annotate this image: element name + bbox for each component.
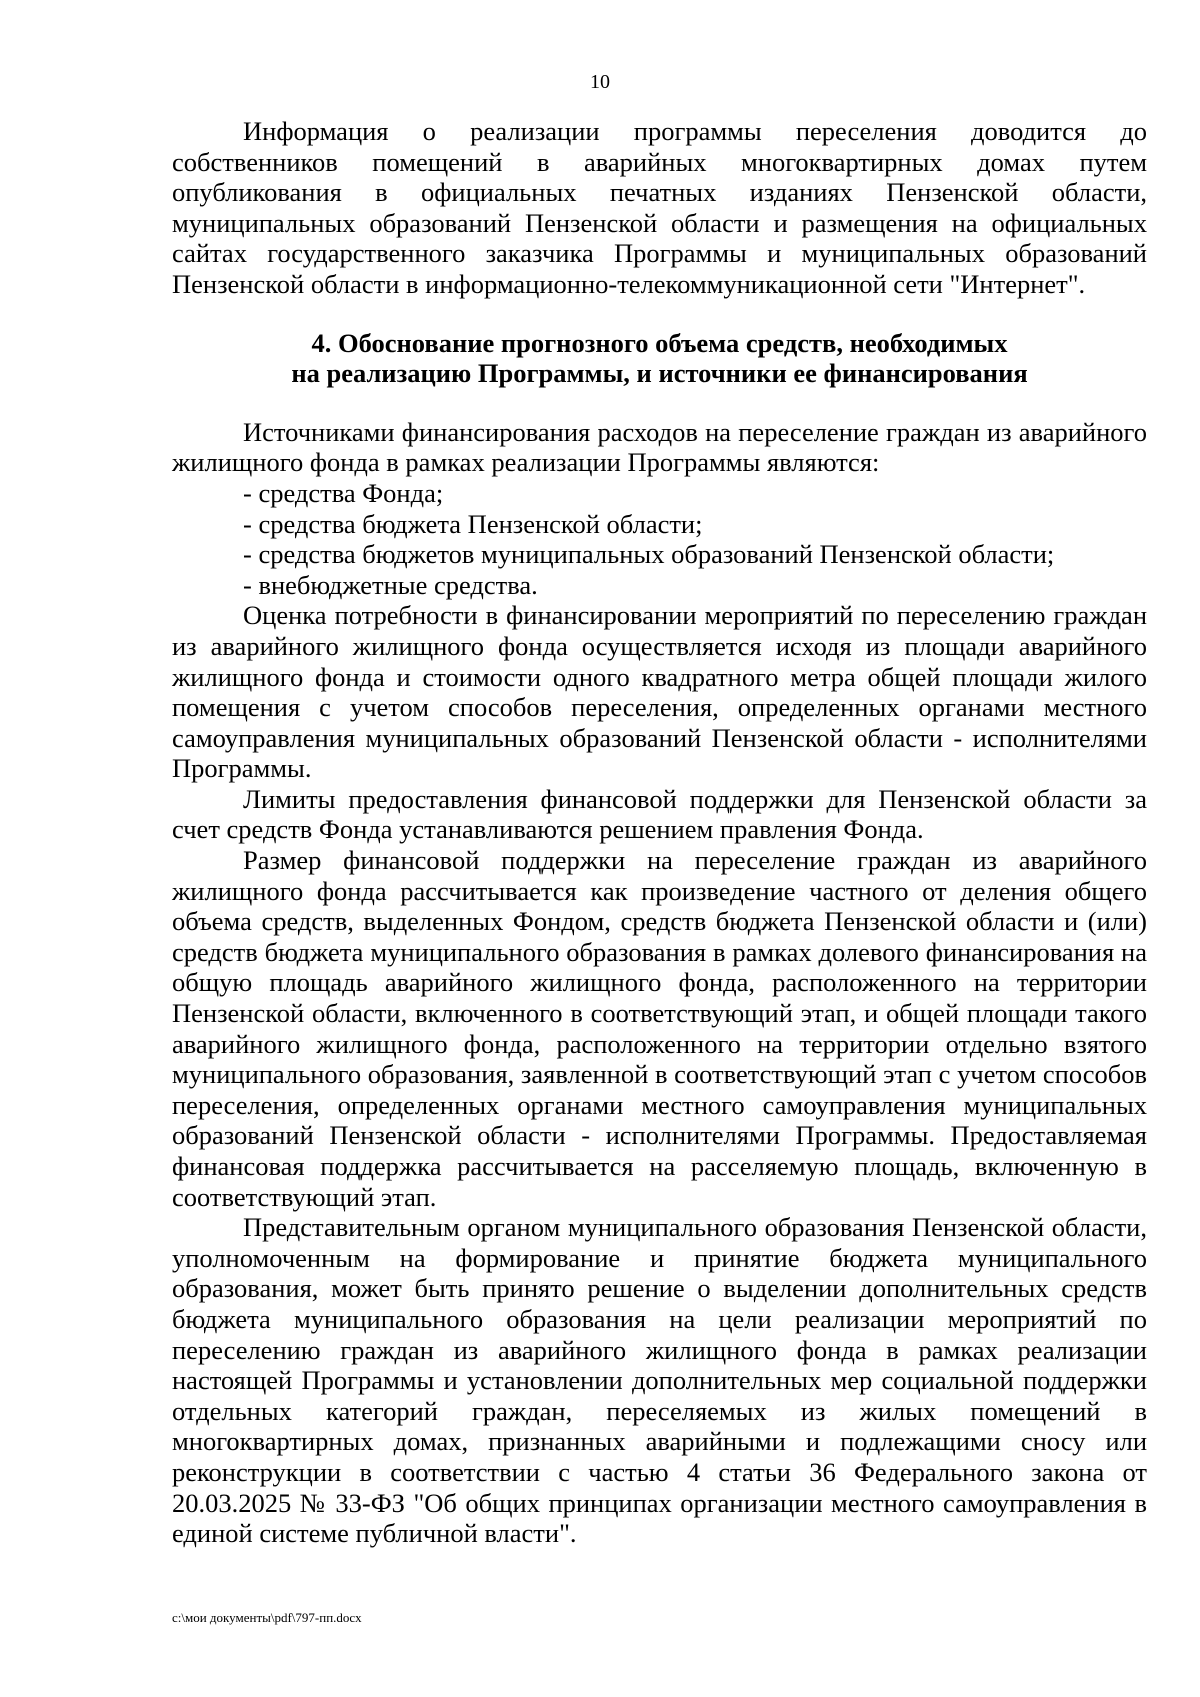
list-item: - средства Фонда; <box>243 477 444 508</box>
sources-intro-paragraph: Источниками финансирования расходов на переселение граждан из аварийного жилищного фонда в рамках реализации Программы являются: <box>172 416 1147 478</box>
list-item: - внебюджетные средства. <box>243 569 538 600</box>
body-paragraph: Оценка потребности в финансировании мероприятий по переселению граждан из аварийного жилищного фонда осуществляется исходя из площади аварийного жилищного фонда и стоимости одного квадратного метра общей площади жилого помещения с учетом способов переселения, определенных органами местного самоуправления муниципальных образований Пензенской области - исполнителями Программы. <box>172 600 1147 784</box>
section-title-line-1: 4. Обоснование прогнозного объема средств, необходимых <box>311 327 1008 358</box>
file-path-footer: с:\мои документы\pdf\797-пп.docx <box>172 1610 362 1625</box>
body-paragraph: Размер финансовой поддержки на переселение граждан из аварийного жилищного фонда рассчитывается как произведение частного от деления общего объема средств, выделенных Фондом, средств бюджета Пензенской области и (или) средств бюджета муниципального образования в рамках долевого финансирования на общую площадь аварийного жилищного фонда, расположенного на территории Пензенской области, включенного в соответствующий этап, и общей площади такого аварийного жилищного фонда, расположенного на территории отдельно взятого муниципального образования, заявленной в соответствующий этап с учетом способов переселения, определенных органами местного самоуправления муниципальных образований Пензенской области - исполнителями Программы. Предоставляемая финансовая поддержка рассчитывается на расселяемую площадь, включенную в соответствующий этап. <box>172 845 1147 1212</box>
list-item: - средства бюджетов муниципальных образований Пензенской области; <box>243 539 1055 570</box>
section-title-line-2: на реализацию Программы, и источники ее финансирования <box>291 358 1028 389</box>
intro-paragraph: Информация о реализации программы переселения доводится до собственников помещений в аварийных многоквартирных домах путем опубликования в официальных печатных изданиях Пензенской области, муниципальных образований Пензенской области и размещения на официальных сайтах государственного заказчика Программы и муниципальных образований Пензенской области в информационно-телекоммуникационной сети "Интернет". <box>172 116 1147 299</box>
document-body <box>172 116 1147 1549</box>
body-paragraph: Лимиты предоставления финансовой поддержки для Пензенской области за счет средств Фонда устанавливаются решением правления Фонда. <box>172 783 1147 845</box>
page-number: 10 <box>590 71 610 93</box>
section-title <box>172 328 1147 389</box>
body-paragraph: Представительным органом муниципального образования Пензенской области, уполномоченным на формирование и принятие бюджета муниципального образования, может быть принято решение о выделении дополнительных средств бюджета муниципального образования на цели реализации мероприятий по переселению граждан из аварийного жилищного фонда в рамках реализации настоящей Программы и установлении дополнительных мер социальной поддержки отдельных категорий граждан, переселяемых из жилых помещений в многоквартирных домах, признанных аварийными и подлежащими сносу или реконструкции в соответствии с частью 4 статьи 36 Федерального закона от 20.03.2025 № 33-ФЗ "Об общих принципах организации местного самоуправления в единой системе публичной власти". <box>172 1212 1147 1549</box>
list-item: - средства бюджета Пензенской области; <box>243 508 703 539</box>
